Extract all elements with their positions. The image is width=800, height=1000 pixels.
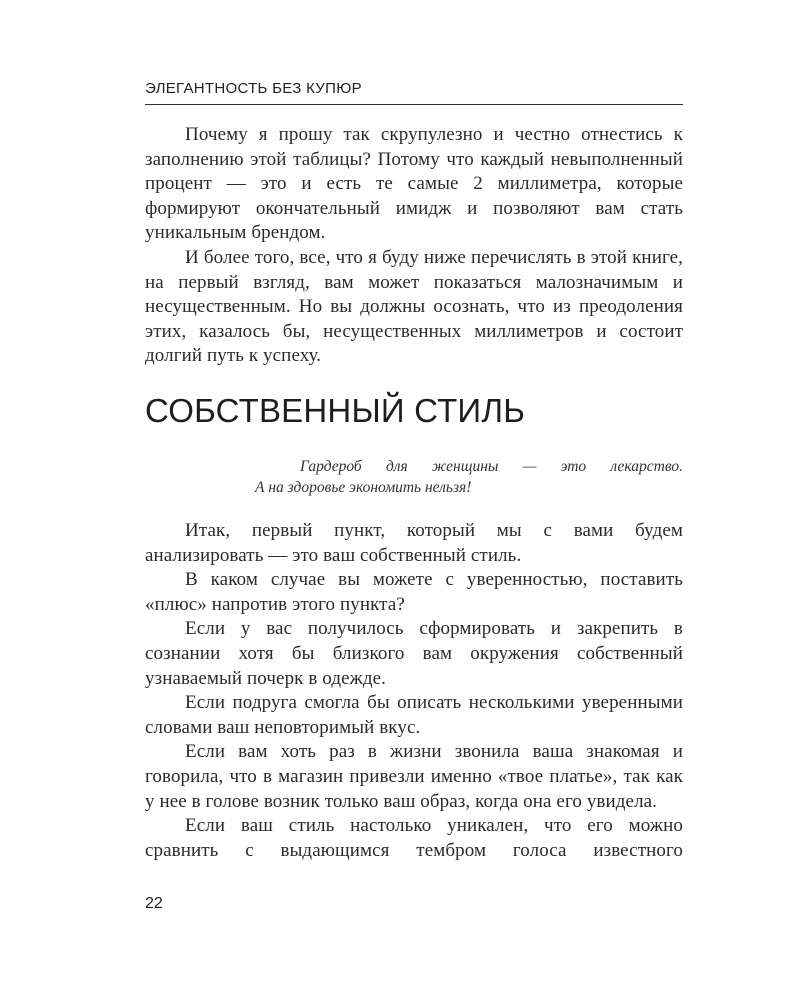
paragraph: Если подруга смогла бы описать несколькими уверенными словами ваш неповторимый вкус. xyxy=(145,692,683,738)
paragraph: И более того, все, что я буду ниже перечислять в этой книге, на первый взгляд, вам может показаться малозначимым и несущественным. Но вы должны осознать, что из преодоления этих, казалось бы, несущественных миллиметров и состоит долгий путь к успеху. xyxy=(145,246,683,367)
body-text xyxy=(145,519,683,863)
header-rule xyxy=(145,104,683,105)
intro-text xyxy=(145,123,683,369)
page-number: 22 xyxy=(145,895,163,912)
section-heading: СОБСТВЕННЫЙ СТИЛЬ xyxy=(145,392,526,429)
paragraph: Почему я прошу так скрупулезно и честно отнестись к заполнению этой таблицы? Потому что каждый невыполненный процент — это и есть те самые 2 миллиметра, которые формируют окончательный имидж и позволяют вам стать уникальным брендом. xyxy=(145,124,683,244)
paragraph: В каком случае вы можете с уверенностью, поставить «плюс» напротив этого пункта? xyxy=(145,569,683,615)
paragraph: Итак, первый пункт, который мы с вами будем анализировать — это ваш собственный стиль. xyxy=(145,520,683,566)
paragraph: Если вам хоть раз в жизни звонила ваша знакомая и говорила, что в магазин привезли именно «твое платье», так как у нее в голове возник только ваш образ, когда она его увидела. xyxy=(145,741,683,812)
running-header: ЭЛЕГАНТНОСТЬ БЕЗ КУПЮР xyxy=(145,80,362,97)
paragraph: Если у вас получилось сформировать и закрепить в сознании хотя бы близкого вам окружения собственный узнаваемый почерк в одежде. xyxy=(145,618,683,689)
epigraph-line: Гардероб для женщины — это лекарство. xyxy=(300,458,683,475)
epigraph xyxy=(255,456,683,498)
epigraph-line: А на здоровье экономить нельзя! xyxy=(255,479,472,496)
paragraph: Если ваш стиль настолько уникален, что его можно сравнить с выдающимся тембром голоса известного xyxy=(145,815,683,861)
